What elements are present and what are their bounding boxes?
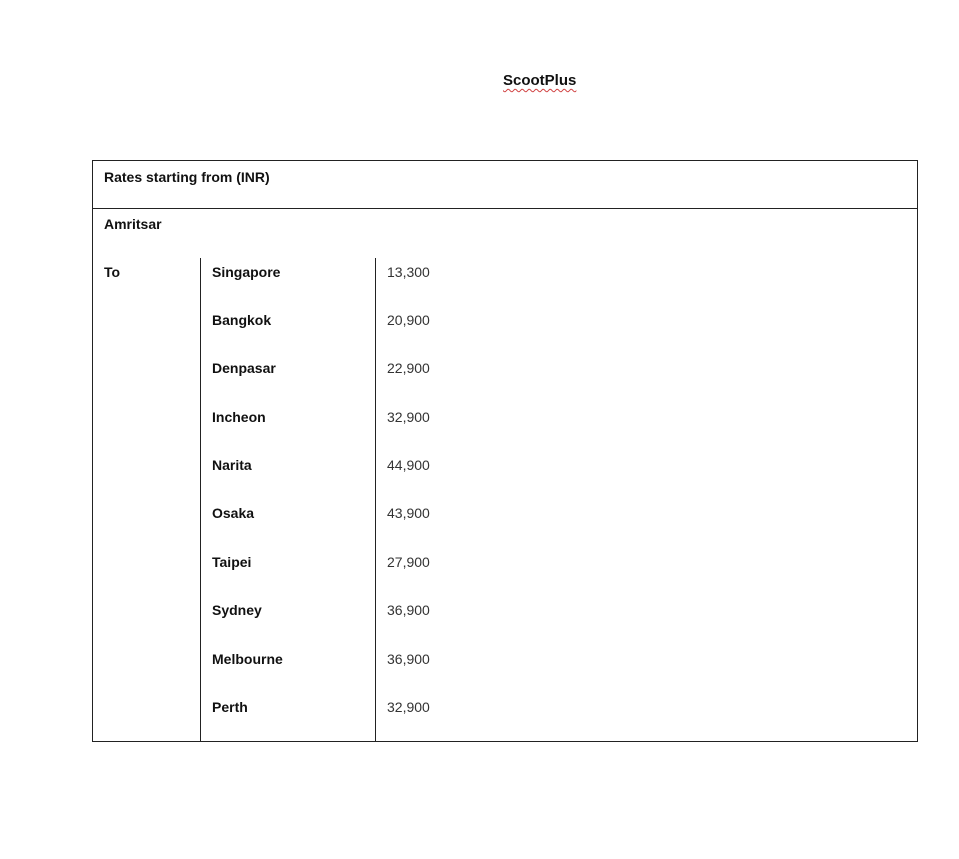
destination-rate: 20,900 (376, 306, 918, 354)
table-row (93, 548, 918, 596)
table-row (93, 645, 918, 693)
document-title: ScootPlus (503, 72, 577, 89)
row-label-empty (93, 403, 201, 451)
destination-rate: 44,900 (376, 451, 918, 499)
destination-rate: 32,900 (376, 403, 918, 451)
destination-rate: 27,900 (376, 548, 918, 596)
table-row (93, 693, 918, 741)
destination-city: Sydney (201, 596, 376, 644)
table-row (93, 596, 918, 644)
destination-city: Perth (201, 693, 376, 741)
row-label-empty (93, 306, 201, 354)
destination-city: Singapore (201, 258, 376, 306)
destination-rate: 43,900 (376, 499, 918, 547)
row-label-empty (93, 693, 201, 741)
table-row (93, 258, 918, 306)
table-header: Rates starting from (INR) (93, 161, 918, 209)
table-row (93, 451, 918, 499)
destination-city: Denpasar (201, 354, 376, 402)
rates-table-body (93, 161, 918, 742)
row-label-empty (93, 451, 201, 499)
destination-rate: 13,300 (376, 258, 918, 306)
row-label-empty (93, 548, 201, 596)
table-row (93, 354, 918, 402)
row-label-empty (93, 499, 201, 547)
destination-rate: 22,900 (376, 354, 918, 402)
destination-city: Taipei (201, 548, 376, 596)
destination-rate: 32,900 (376, 693, 918, 741)
table-header-row (93, 161, 918, 209)
destination-rate: 36,900 (376, 596, 918, 644)
destination-city: Bangkok (201, 306, 376, 354)
table-row (93, 306, 918, 354)
row-label-to: To (93, 258, 201, 306)
table-row (93, 499, 918, 547)
destination-city: Narita (201, 451, 376, 499)
origin-row (93, 209, 918, 258)
row-label-empty (93, 354, 201, 402)
destination-city: Melbourne (201, 645, 376, 693)
destination-city: Osaka (201, 499, 376, 547)
rates-table (92, 160, 918, 742)
row-label-empty (93, 645, 201, 693)
destination-city: Incheon (201, 403, 376, 451)
table-row (93, 403, 918, 451)
origin-city: Amritsar (93, 209, 918, 258)
row-label-empty (93, 596, 201, 644)
destination-rate: 36,900 (376, 645, 918, 693)
